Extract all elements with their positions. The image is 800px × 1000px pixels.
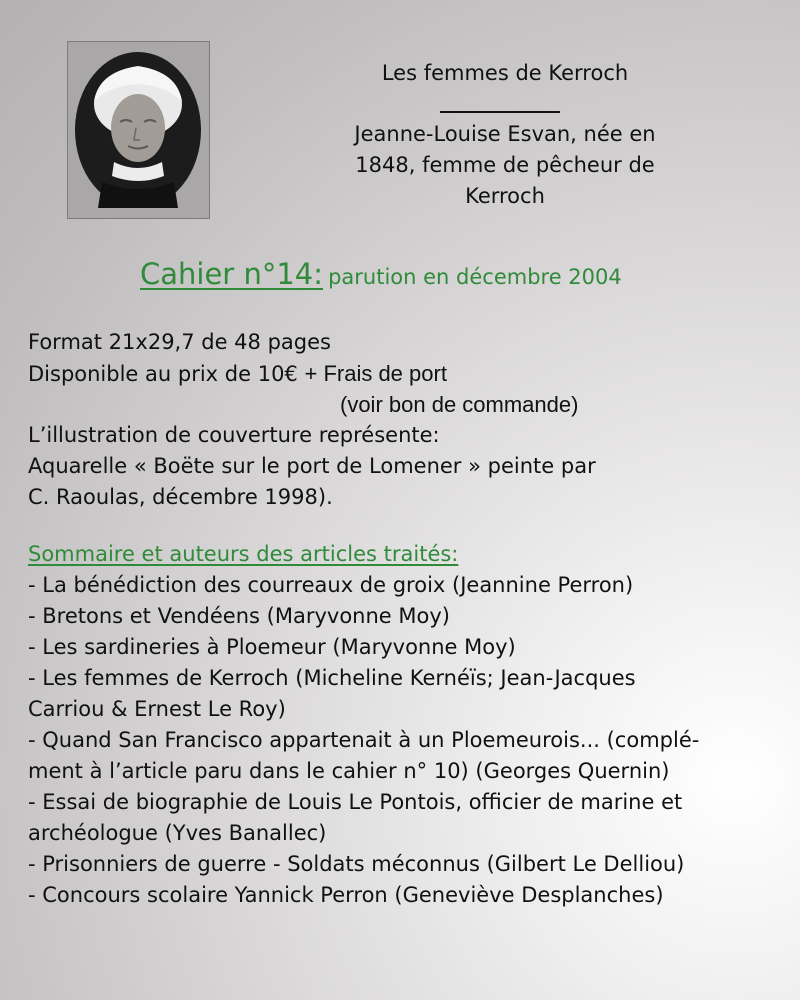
summary-item: - Les femmes de Kerroch (Micheline Kernéïs; Jean-Jacques <box>28 666 636 690</box>
summary-item: archéologue (Yves Banallec) <box>28 821 327 845</box>
summary-item: - Bretons et Vendéens (Maryvonne Moy) <box>28 604 450 628</box>
portrait-caption <box>320 58 690 212</box>
portrait-photo <box>67 41 210 219</box>
caption-divider <box>320 89 690 119</box>
summary-item: Carriou & Ernest Le Roy) <box>28 697 286 721</box>
caption-line: Jeanne-Louise Esvan, née en <box>354 122 656 146</box>
cover-description: C. Raoulas, décembre 1998). <box>28 485 333 509</box>
caption-title: Les femmes de Kerroch <box>381 61 629 85</box>
summary-item: - Concours scolaire Yannick Perron (Geneviève Desplanches) <box>28 883 664 907</box>
cover-intro: L’illustration de couverture représente: <box>28 423 440 447</box>
format-text: Format 21x29,7 de 48 pages <box>28 330 331 354</box>
shipping-text: + Frais de port <box>304 361 447 386</box>
summary-item: ment à l’article paru dans le cahier n° 10) (Georges Quernin) <box>28 759 670 783</box>
price-text: Disponible au prix de 10€ <box>28 362 298 386</box>
summary-section <box>28 539 699 911</box>
issue-heading <box>140 257 622 291</box>
cover-description: Aquarelle « Boëte sur le port de Lomener » peinte par <box>28 454 596 478</box>
summary-item: - Les sardineries à Ploemeur (Maryvonne Moy) <box>28 635 516 659</box>
summary-item: - Quand San Francisco appartenait à un Ploemeurois... (complé- <box>28 728 700 752</box>
portrait-photo-icon <box>68 42 209 218</box>
order-note: (voir bon de commande) <box>340 392 579 417</box>
summary-item: - Prisonniers de guerre - Soldats méconnus (Gilbert Le Delliou) <box>28 852 685 876</box>
summary-item: - La bénédiction des courreaux de groix (Jeannine Perron) <box>28 573 634 597</box>
price-line <box>28 358 596 389</box>
summary-title: Sommaire et auteurs des articles traités: <box>28 542 459 566</box>
issue-label: Cahier n°14: <box>140 257 323 291</box>
summary-item: - Essai de biographie de Louis Le Pontois, officier de marine et <box>28 790 683 814</box>
caption-line: 1848, femme de pêcheur de <box>355 153 655 177</box>
issue-details <box>28 327 596 513</box>
caption-line: Kerroch <box>465 184 545 208</box>
issue-subtitle: parution en décembre 2004 <box>328 265 622 289</box>
